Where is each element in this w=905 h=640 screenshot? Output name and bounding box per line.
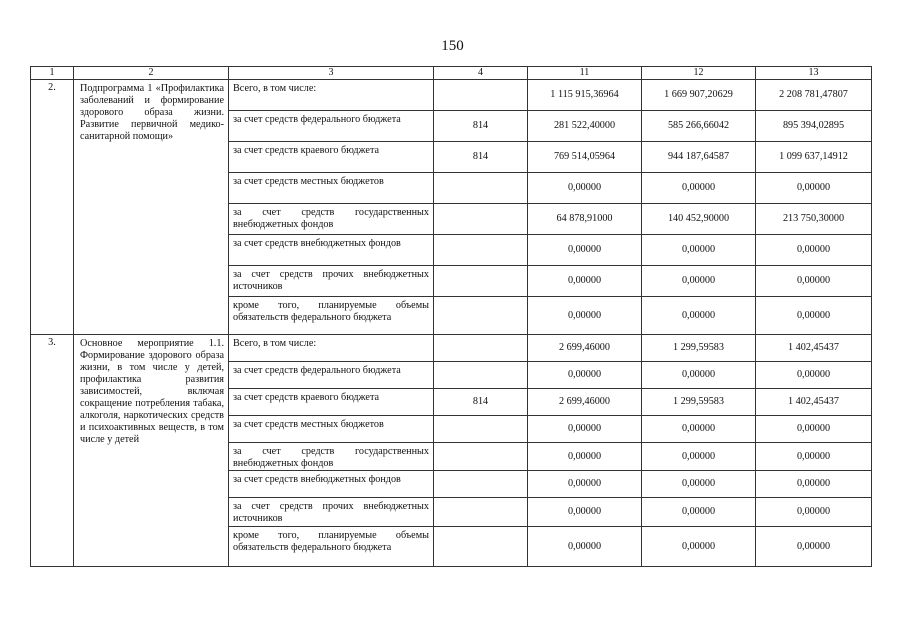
budget-code [434,443,528,471]
funding-source: за счет средств краевого бюджета [229,389,434,416]
value-col-11: 0,00000 [528,235,642,266]
header-cell: 2 [74,67,229,80]
value-col-12: 0,00000 [642,173,756,204]
value-col-12: 0,00000 [642,498,756,527]
value-col-13: 0,00000 [756,443,872,471]
value-col-12: 0,00000 [642,443,756,471]
value-col-12: 0,00000 [642,235,756,266]
value-col-13: 0,00000 [756,416,872,443]
funding-source: за счет средств внебюджетных фондов [229,235,434,266]
budget-code: 814 [434,389,528,416]
row-number: 2. [31,80,74,335]
value-col-11: 64 878,91000 [528,204,642,235]
value-col-12: 0,00000 [642,362,756,389]
value-col-12: 1 669 907,20629 [642,80,756,111]
value-col-13: 0,00000 [756,266,872,297]
value-col-12: 0,00000 [642,297,756,335]
value-col-11: 2 699,46000 [528,335,642,362]
value-col-13: 1 099 637,14912 [756,142,872,173]
budget-code [434,80,528,111]
value-col-11: 2 699,46000 [528,389,642,416]
value-col-12: 0,00000 [642,527,756,567]
program-name: Основное мероприятие 1.1. Формирование здорового образа жизни, в том числе у детей, профилактика развития зависимостей, включая сокращение потребления табака, алкоголя, наркотических средств и психоактивных веществ, в том числе у детей [74,335,229,567]
budget-code [434,416,528,443]
budget-code [434,362,528,389]
value-col-13: 0,00000 [756,498,872,527]
budget-code [434,204,528,235]
value-col-13: 2 208 781,47807 [756,80,872,111]
value-col-11: 1 115 915,36964 [528,80,642,111]
budget-code [434,173,528,204]
header-cell: 11 [528,67,642,80]
budget-code [434,297,528,335]
row-number: 3. [31,335,74,567]
funding-source: за счет средств прочих внебюджетных источников [229,266,434,297]
budget-table [30,66,872,567]
value-col-11: 0,00000 [528,527,642,567]
value-col-13: 0,00000 [756,173,872,204]
value-col-11: 0,00000 [528,362,642,389]
value-col-13: 0,00000 [756,362,872,389]
funding-source: за счет средств местных бюджетов [229,416,434,443]
funding-source: за счет средств государственных внебюджетных фондов [229,204,434,235]
value-col-12: 0,00000 [642,416,756,443]
table-row [31,335,872,362]
value-col-11: 0,00000 [528,498,642,527]
header-cell: 3 [229,67,434,80]
header-cell: 1 [31,67,74,80]
funding-source: за счет средств государственных внебюджетных фондов [229,443,434,471]
funding-source: за счет средств местных бюджетов [229,173,434,204]
budget-code: 814 [434,142,528,173]
budget-code [434,527,528,567]
value-col-11: 0,00000 [528,443,642,471]
budget-code [434,335,528,362]
value-col-13: 0,00000 [756,235,872,266]
budget-code [434,498,528,527]
funding-source: за счет средств прочих внебюджетных источников [229,498,434,527]
funding-source: за счет средств федерального бюджета [229,362,434,389]
value-col-13: 0,00000 [756,297,872,335]
funding-source: за счет средств краевого бюджета [229,142,434,173]
value-col-13: 0,00000 [756,527,872,567]
value-col-11: 769 514,05964 [528,142,642,173]
value-col-13: 1 402,45437 [756,335,872,362]
value-col-12: 0,00000 [642,266,756,297]
header-cell: 13 [756,67,872,80]
value-col-12: 1 299,59583 [642,389,756,416]
value-col-13: 1 402,45437 [756,389,872,416]
program-name: Подпрограмма 1 «Профилактика заболеваний и формирование здорового образа жизни. Развитие первичной медико-санитарной помощи» [74,80,229,335]
value-col-12: 585 266,66042 [642,111,756,142]
value-col-11: 0,00000 [528,471,642,498]
funding-source: за счет средств внебюджетных фондов [229,471,434,498]
value-col-12: 1 299,59583 [642,335,756,362]
value-col-11: 281 522,40000 [528,111,642,142]
page-number: 150 [441,38,464,54]
value-col-12: 140 452,90000 [642,204,756,235]
value-col-11: 0,00000 [528,416,642,443]
budget-code [434,266,528,297]
header-cell: 12 [642,67,756,80]
value-col-13: 0,00000 [756,471,872,498]
budget-code [434,235,528,266]
header-row [31,67,872,80]
value-col-11: 0,00000 [528,173,642,204]
funding-source: Всего, в том числе: [229,335,434,362]
funding-source: Всего, в том числе: [229,80,434,111]
table-row [31,80,872,111]
funding-source: за счет средств федерального бюджета [229,111,434,142]
value-col-12: 0,00000 [642,471,756,498]
value-col-11: 0,00000 [528,266,642,297]
funding-source: кроме того, планируемые объемы обязательств федерального бюджета [229,527,434,567]
budget-code: 814 [434,111,528,142]
funding-source: кроме того, планируемые объемы обязательств федерального бюджета [229,297,434,335]
value-col-13: 895 394,02895 [756,111,872,142]
value-col-13: 213 750,30000 [756,204,872,235]
value-col-11: 0,00000 [528,297,642,335]
header-cell: 4 [434,67,528,80]
value-col-12: 944 187,64587 [642,142,756,173]
budget-code [434,471,528,498]
